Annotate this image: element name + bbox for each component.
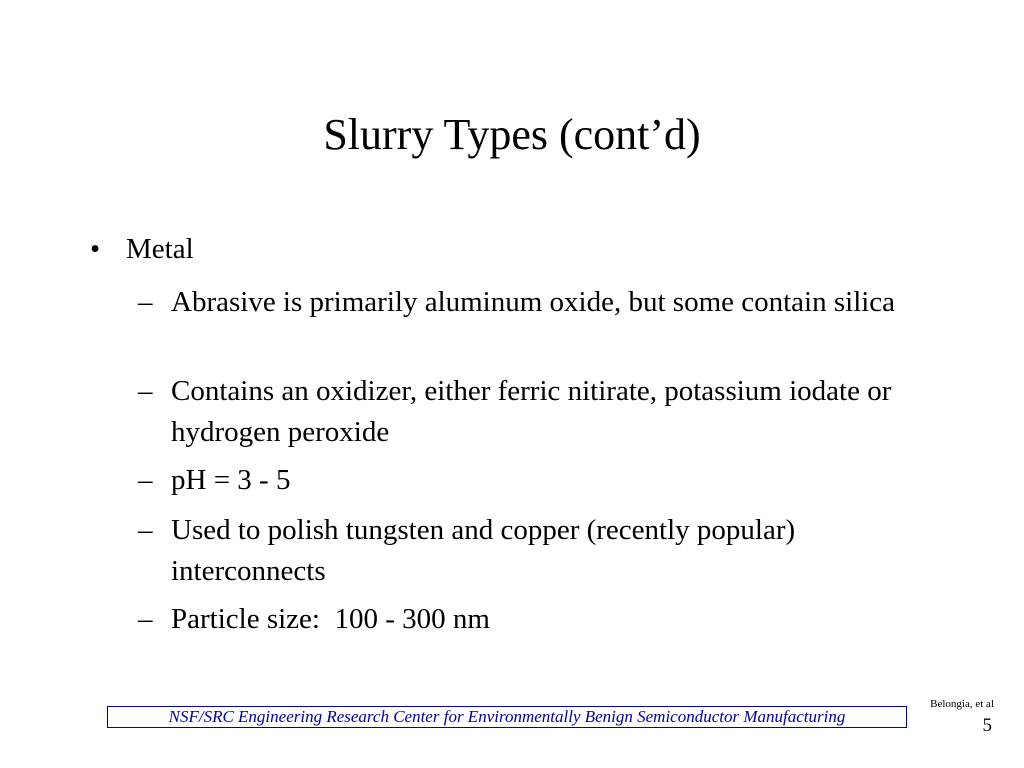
sub-item-text: Used to polish tungsten and copper (recently popular) interconnects	[171, 514, 796, 587]
footer-credit: Belongia, et al	[930, 698, 994, 710]
footer-banner: NSF/SRC Engineering Research Center for Environmentally Benign Semiconductor Manufacturing	[107, 706, 907, 728]
sub-item-text: Abrasive is primarily aluminum oxide, but some contain silica	[171, 286, 896, 318]
bullet-label: Metal	[126, 233, 194, 265]
sub-item-marker: –	[138, 603, 153, 635]
sub-item-marker: –	[138, 286, 153, 318]
sub-item-marker: –	[138, 375, 153, 407]
bullet-marker: •	[90, 233, 101, 265]
sub-item-text: Particle size: 100 - 300 nm	[171, 603, 490, 635]
sub-item-marker: –	[138, 464, 153, 496]
sub-item-text: Contains an oxidizer, either ferric nitirate, potassium iodate or hydrogen peroxide	[171, 375, 892, 448]
sub-item-text: pH = 3 - 5	[171, 464, 291, 496]
sub-item-marker: –	[138, 514, 153, 546]
slide-title: Slurry Types (cont’d)	[323, 110, 701, 159]
page-number: 5	[982, 715, 992, 736]
